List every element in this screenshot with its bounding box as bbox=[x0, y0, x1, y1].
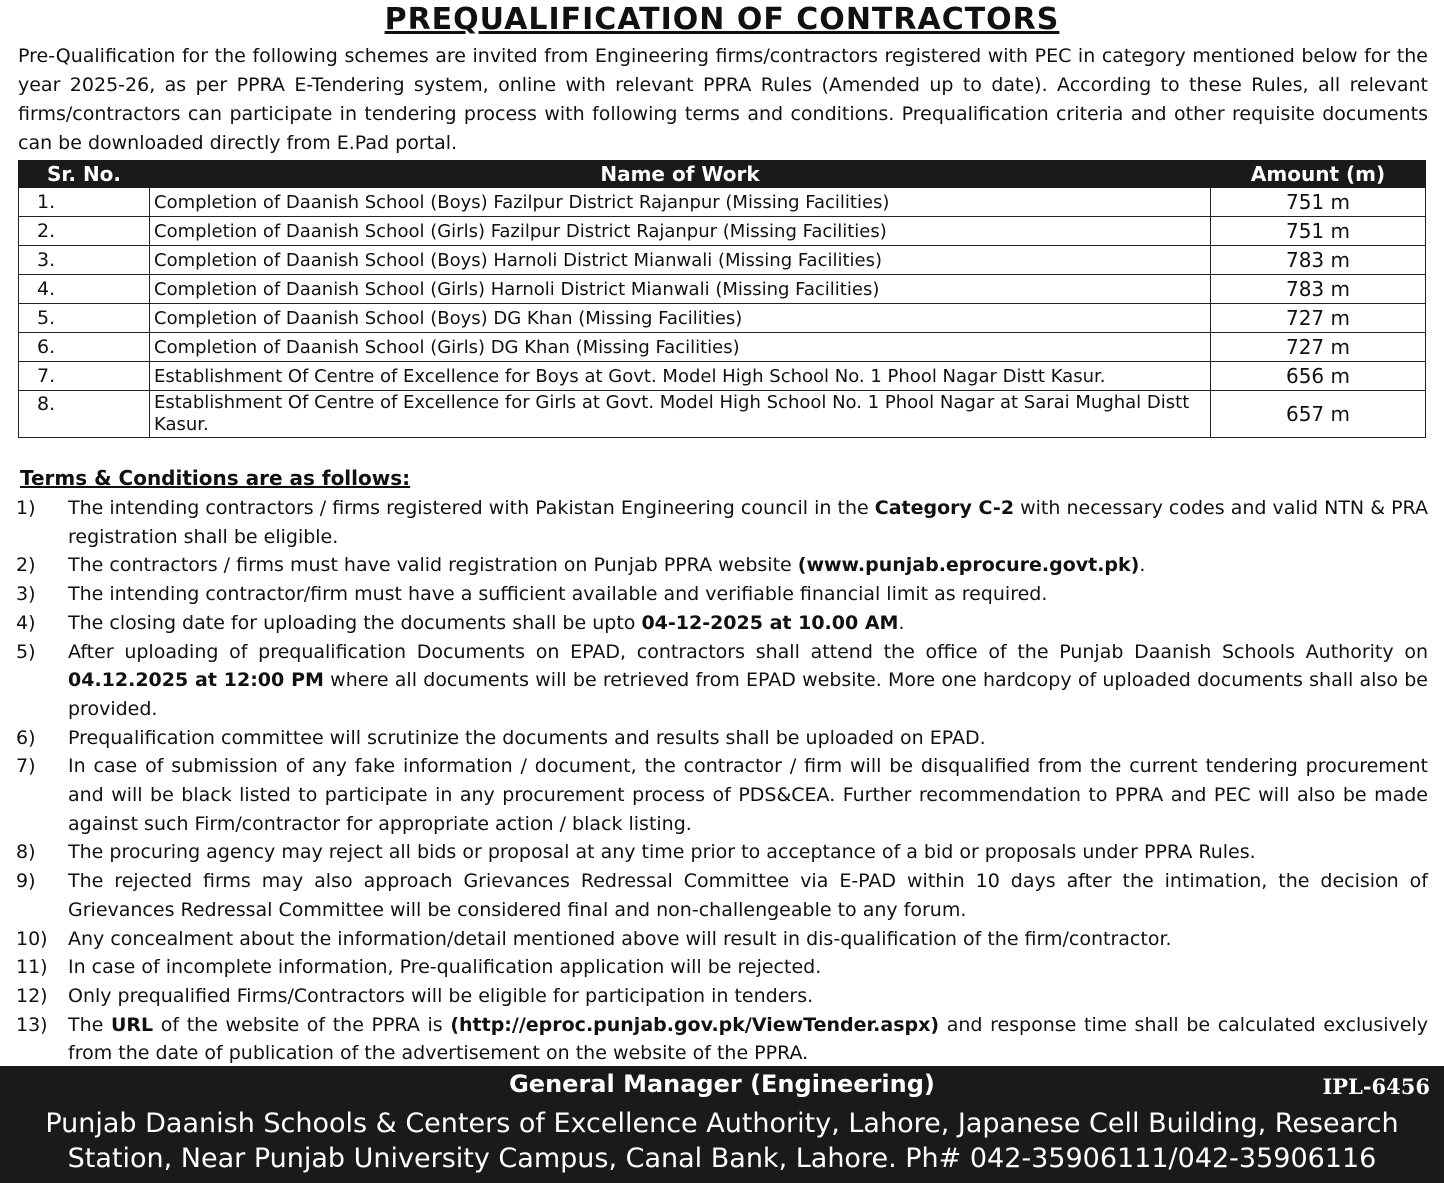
term-number: 1) bbox=[16, 497, 36, 519]
term-number: 6) bbox=[16, 726, 36, 749]
row-sr-no: 3. bbox=[19, 246, 150, 275]
header-amount: Amount (m) bbox=[1211, 161, 1426, 188]
terms-heading: Terms & Conditions are as follows: bbox=[20, 466, 411, 490]
list-item bbox=[16, 580, 1428, 609]
signatory-designation: General Manager (Engineering) bbox=[509, 1070, 935, 1098]
row-sr-no: 6. bbox=[19, 333, 150, 362]
term-number: 4) bbox=[16, 611, 36, 634]
row-work-name: Completion of Daanish School (Girls) Harnoli District Mianwali (Missing Facilities) bbox=[150, 275, 1211, 304]
row-work-name: Establishment Of Centre of Excellence for Girls at Govt. Model High School No. 1 Phool Nagar at Sarai Mughal Distt Kasur. bbox=[150, 391, 1211, 438]
term-text: The rejected firms may also approach Grievances Redressal Committee via E-PAD within 10 days after the intimation, the decision of Grievances Redressal Committee will be considered final and non-challengeable to any forum. bbox=[68, 870, 1428, 921]
table-row bbox=[19, 362, 1426, 391]
term-text: In case of submission of any fake information / document, the contractor / firm will be disqualified from the current tendering procurement and will be black listed to participate in any procurement process of PDS&CEA. Further recommendation to PPRA and PEC will also be made against such Firm/contractor for appropriate action / black listing. bbox=[68, 755, 1428, 835]
works-table bbox=[18, 160, 1426, 438]
row-amount: 727 m bbox=[1211, 304, 1426, 333]
row-amount: 783 m bbox=[1211, 275, 1426, 304]
table-row bbox=[19, 304, 1426, 333]
term-number: 7) bbox=[16, 755, 36, 778]
term-text: Prequalification committee will scrutinize the documents and results shall be uploaded on EPAD. bbox=[68, 726, 986, 749]
term-text: In case of incomplete information, Pre-qualification application will be rejected. bbox=[68, 956, 822, 979]
footer-banner bbox=[0, 1066, 1444, 1183]
term-number: 3) bbox=[16, 583, 36, 606]
term-text: After uploading of prequalification Documents on EPAD, contractors shall attend the office of the Punjab Daanish Schools Authority on 04.12.2025 at 12:00 PM where all documents will be retrieved from EPAD website. More one hardcopy of uploaded documents shall also be provided. bbox=[68, 640, 1428, 720]
list-item bbox=[16, 838, 1428, 867]
intro-paragraph: Pre-Qualification for the following schemes are invited from Engineering firms/contractors registered with PEC in category mentioned below for the year 2025-26, as per PPRA E-Tendering system, online with relevant PPRA Rules (Amended up to date). According to these Rules, all relevant firms/contractors can participate in tendering process with following terms and conditions. Prequalification criteria and other requisite documents can be downloaded directly from E.Pad portal. bbox=[18, 45, 1428, 154]
list-item bbox=[16, 494, 1428, 551]
row-sr-no: 5. bbox=[19, 304, 150, 333]
term-number: 8) bbox=[16, 841, 36, 864]
term-number: 11) bbox=[16, 956, 48, 979]
header-sr-no: Sr. No. bbox=[19, 161, 150, 188]
row-sr-no: 1. bbox=[19, 188, 150, 217]
term-text: The URL of the website of the PPRA is (http://eproc.punjab.gov.pk/ViewTender.aspx) and response time shall be calculated exclusively from the date of publication of the advertisement on the website of the PPRA. bbox=[68, 1013, 1428, 1065]
row-sr-no: 8. bbox=[19, 391, 150, 438]
table-header-row bbox=[19, 161, 1426, 188]
list-item bbox=[16, 752, 1428, 838]
table-row bbox=[19, 188, 1426, 217]
row-amount: 657 m bbox=[1211, 391, 1426, 438]
term-text: The intending contractor/firm must have a sufficient available and verifiable financial limit as required. bbox=[68, 583, 1048, 606]
table-row bbox=[19, 217, 1426, 246]
list-item bbox=[16, 953, 1428, 982]
table-row bbox=[19, 275, 1426, 304]
header-name-of-work: Name of Work bbox=[150, 161, 1211, 188]
term-text: The closing date for uploading the documents shall be upto 04-12-2025 at 10.00 AM. bbox=[68, 611, 905, 634]
term-number: 12) bbox=[16, 984, 48, 1007]
term-text: The intending contractors / firms registered with Pakistan Engineering council in the Category C-2 with necessary codes and valid NTN & PRA registration shall be eligible. bbox=[68, 497, 1428, 548]
term-number: 2) bbox=[16, 554, 36, 577]
list-item bbox=[16, 1011, 1428, 1068]
term-number: 9) bbox=[16, 870, 36, 893]
row-amount: 783 m bbox=[1211, 246, 1426, 275]
term-number: 13) bbox=[16, 1013, 48, 1036]
term-number: 5) bbox=[16, 640, 36, 663]
list-item bbox=[16, 724, 1428, 753]
terms-list bbox=[16, 494, 1428, 1068]
term-text: Only prequalified Firms/Contractors will be eligible for participation in tenders. bbox=[68, 984, 814, 1007]
row-sr-no: 7. bbox=[19, 362, 150, 391]
list-item bbox=[16, 551, 1428, 580]
list-item bbox=[16, 925, 1428, 954]
row-amount: 727 m bbox=[1211, 333, 1426, 362]
term-text: The contractors / firms must have valid registration on Punjab PPRA website (www.punjab.eprocure.govt.pk). bbox=[68, 554, 1146, 577]
row-work-name: Completion of Daanish School (Girls) DG Khan (Missing Facilities) bbox=[150, 333, 1211, 362]
list-item bbox=[16, 609, 1428, 638]
list-item bbox=[16, 867, 1428, 924]
list-item bbox=[16, 982, 1428, 1011]
term-text: The procuring agency may reject all bids or proposal at any time prior to acceptance of a bid or proposals under PPRA Rules. bbox=[68, 841, 1256, 864]
authority-address: Punjab Daanish Schools & Centers of Excellence Authority, Lahore, Japanese Cell Building, Research Station, Near Punjab University Campus, Canal Bank, Lahore. Ph# 042-35906111/042-35906116 bbox=[45, 1108, 1399, 1174]
table-row bbox=[19, 246, 1426, 275]
page-title: PREQUALIFICATION OF CONTRACTORS bbox=[384, 2, 1060, 37]
table-row bbox=[19, 391, 1426, 438]
row-sr-no: 2. bbox=[19, 217, 150, 246]
row-amount: 751 m bbox=[1211, 217, 1426, 246]
term-text: Any concealment about the information/detail mentioned above will result in dis-qualification of the firm/contractor. bbox=[68, 927, 1172, 950]
term-number: 10) bbox=[16, 927, 48, 950]
list-item bbox=[16, 638, 1428, 724]
table-row bbox=[19, 333, 1426, 362]
row-work-name: Completion of Daanish School (Boys) Fazilpur District Rajanpur (Missing Facilities) bbox=[150, 188, 1211, 217]
row-amount: 656 m bbox=[1211, 362, 1426, 391]
row-work-name: Establishment Of Centre of Excellence for Boys at Govt. Model High School No. 1 Phool Nagar Distt Kasur. bbox=[150, 362, 1211, 391]
row-work-name: Completion of Daanish School (Boys) Harnoli District Mianwali (Missing Facilities) bbox=[150, 246, 1211, 275]
row-sr-no: 4. bbox=[19, 275, 150, 304]
ipl-code: IPL-6456 bbox=[1322, 1074, 1430, 1099]
row-work-name: Completion of Daanish School (Boys) DG Khan (Missing Facilities) bbox=[150, 304, 1211, 333]
row-work-name: Completion of Daanish School (Girls) Fazilpur District Rajanpur (Missing Facilities) bbox=[150, 217, 1211, 246]
row-amount: 751 m bbox=[1211, 188, 1426, 217]
